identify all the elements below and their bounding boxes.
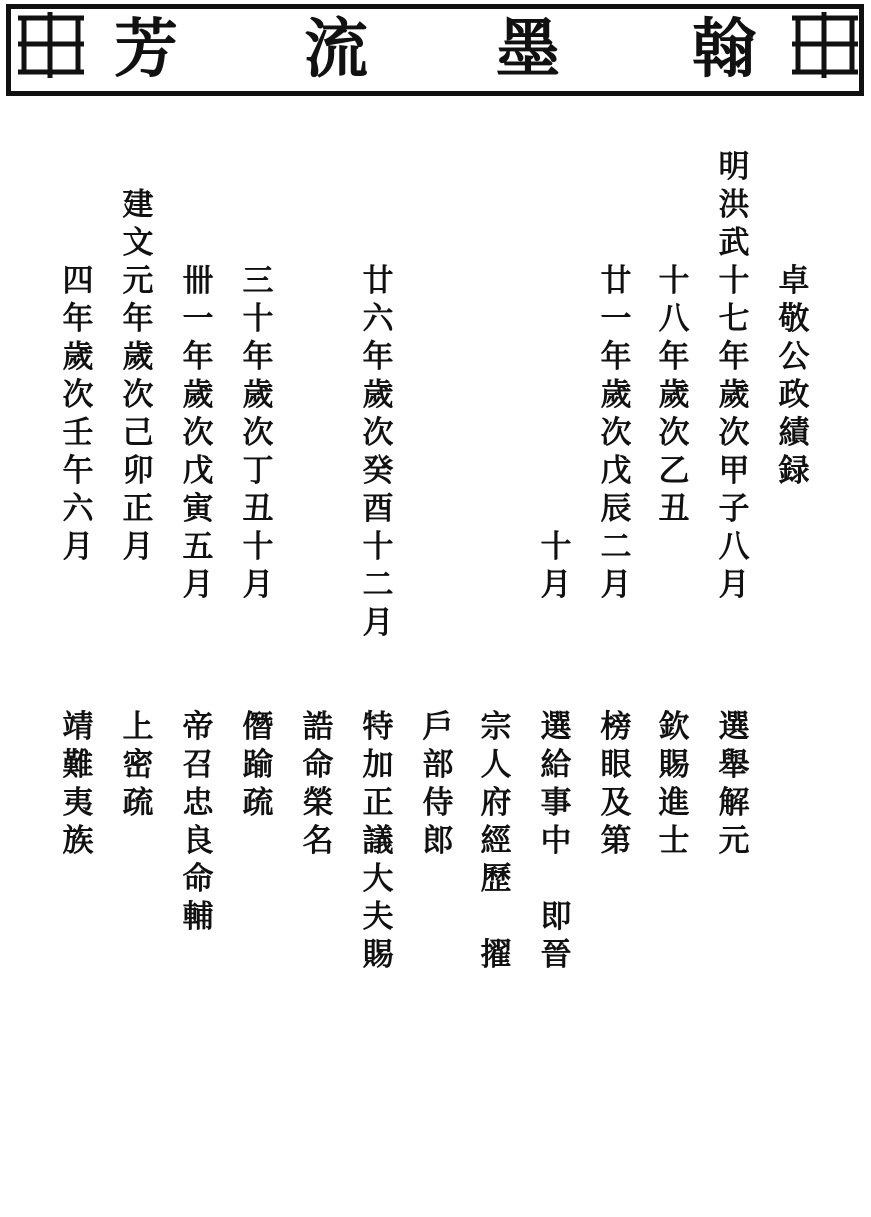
event-column-2: 欽賜進士 — [658, 709, 690, 859]
date-column-6: 三十年歲次丁丑十月 — [242, 263, 274, 603]
title-char-1: 芳 — [114, 12, 178, 87]
event-column-11: 上密疏 — [122, 709, 154, 821]
date-column-9: 四年歲次壬午六月 — [62, 263, 94, 565]
event-column-4-top: 選給事中 — [540, 709, 572, 859]
fret-ornament-right-icon — [790, 10, 860, 80]
date-column-5: 廿六年歲次癸酉十二月 — [362, 263, 394, 641]
date-column-1: 明洪武十七年歲次甲子八月 — [718, 149, 750, 603]
title-char-3: 墨 — [496, 12, 560, 87]
event-column-1: 選舉解元 — [718, 709, 750, 859]
event-column-9: 僭踰疏 — [242, 709, 274, 821]
date-column-7: 卌一年歲次戊寅五月 — [182, 263, 214, 603]
event-column-12: 靖難夷族 — [62, 709, 94, 859]
event-column-6: 戶部侍郎 — [422, 709, 454, 859]
event-column-4 — [538, 708, 574, 974]
event-column-7: 特加正議大夫賜 — [362, 709, 394, 973]
date-column-3: 廿一年歲次戊辰二月 — [600, 263, 632, 603]
event-column-8: 誥命榮名 — [302, 709, 334, 859]
record-heading: 卓敬公政績録 — [778, 263, 810, 489]
date-column-4: 十月 — [540, 529, 572, 603]
event-column-4-bottom: 即晉 — [540, 899, 572, 973]
title-char-2: 流 — [304, 12, 368, 87]
event-column-5-top: 宗人府經歷 — [480, 709, 512, 897]
fret-ornament-left-icon — [16, 10, 86, 80]
event-column-5-bottom: 擢 — [480, 937, 512, 973]
title-char-4: 翰 — [692, 12, 756, 87]
date-column-2: 十八年歲次乙丑 — [658, 263, 690, 527]
event-column-10: 帝召忠良命輔 — [182, 709, 214, 935]
date-column-8: 建文元年歲次己卯正月 — [122, 187, 154, 565]
event-column-5 — [478, 708, 514, 974]
event-column-3: 榜眼及第 — [600, 709, 632, 859]
